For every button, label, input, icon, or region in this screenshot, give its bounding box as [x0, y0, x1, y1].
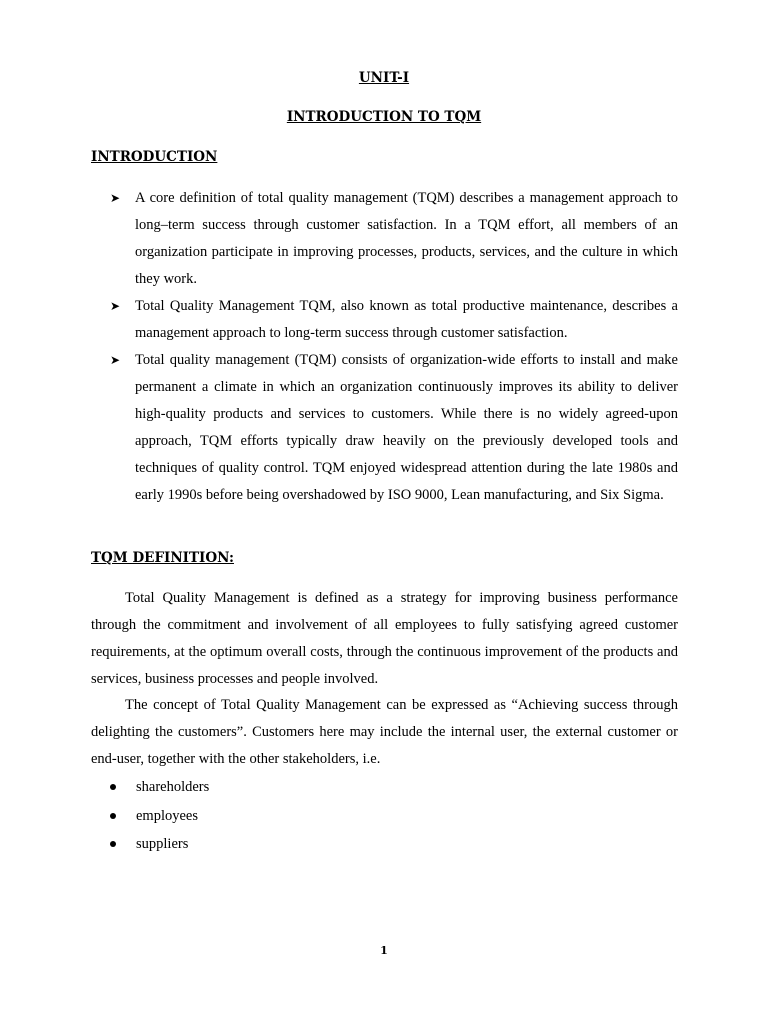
bullet-text: A core definition of total quality management (TQM) describes a management approach to long–term success through customer satisfaction. In a TQM effort, all members of an organization participate in improving processes, products, services, and the culture in which they work.	[135, 190, 678, 287]
bullet-dot-icon	[110, 813, 116, 819]
unit-title: UNIT-I	[358, 70, 410, 86]
bullet-text: Total Quality Management TQM, also known as total productive maintenance, describes a management approach to long-term success through customer satisfaction.	[135, 298, 678, 341]
list-item	[110, 773, 209, 802]
bullet-dot-icon	[110, 784, 116, 790]
introduction-bullet-list	[110, 185, 678, 509]
page-title: INTRODUCTION TO TQM	[286, 109, 482, 125]
concept-paragraph: The concept of Total Quality Management can be expressed as “Achieving success through delighting the customers”. Customers here may include the internal user, the external customer or end-user, together with the other stakeholders, i.e.	[91, 697, 678, 767]
arrowhead-bullet-icon: ➤	[110, 299, 121, 313]
stakeholder-list	[110, 773, 209, 859]
stakeholder-label: shareholders	[136, 779, 210, 795]
introduction-heading: INTRODUCTION	[91, 149, 218, 165]
stakeholder-label: suppliers	[136, 836, 189, 852]
tqm-definition-heading: TQM DEFINITION:	[91, 550, 234, 566]
list-item	[110, 185, 678, 293]
list-item	[110, 830, 209, 859]
bullet-dot-icon	[110, 841, 116, 847]
bullet-text: Total quality management (TQM) consists of organization-wide efforts to install and make permanent a climate in which an organization continuously improves its ability to deliver high-quality products and services to customers. While there is no widely agreed-upon approach, TQM efforts typically draw heavily on the previously developed tools and techniques of quality control. TQM enjoyed widespread attention during the late 1980s and early 1990s before being overshadowed by ISO 9000, Lean manufacturing, and Six Sigma.	[135, 352, 678, 503]
list-item	[110, 347, 678, 509]
stakeholder-label: employees	[136, 807, 199, 824]
list-item	[110, 802, 209, 831]
arrowhead-bullet-icon: ➤	[110, 191, 121, 205]
page-number: 1	[380, 944, 388, 957]
arrowhead-bullet-icon: ➤	[110, 353, 121, 367]
definition-paragraph: Total Quality Management is defined as a strategy for improving business performance through the commitment and involvement of all employees to fully satisfying agreed customer requirements, at the optimum overall costs, through the continuous improvement of the products and services, business processes and people involved.	[91, 590, 678, 687]
list-item	[110, 293, 678, 347]
